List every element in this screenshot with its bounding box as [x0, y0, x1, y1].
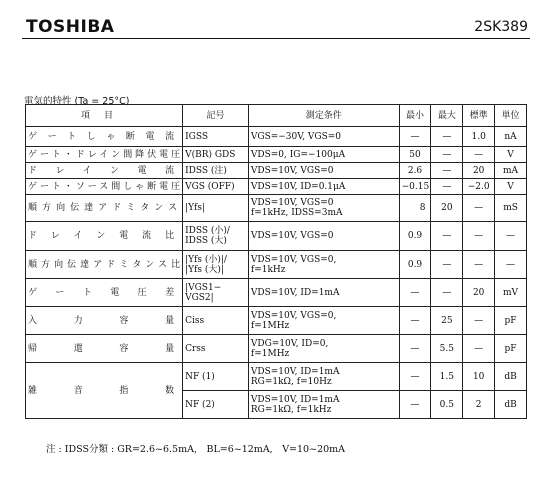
row-max: —: [463, 335, 495, 363]
condition-line: f=1kHz: [250, 264, 286, 275]
row-symbol: [183, 279, 249, 307]
row-max: —: [463, 307, 495, 335]
row-min: 50: [399, 147, 431, 163]
symbol-line: |Yfs (小)|/: [185, 254, 227, 265]
row-typ: 5.5: [431, 335, 463, 363]
row-typ: 25: [431, 307, 463, 335]
row-condition: [248, 307, 399, 335]
row-condition: [248, 222, 399, 251]
header-min: 最小: [399, 105, 431, 127]
row-typ: 0.5: [431, 391, 463, 419]
part-number: 2SK389: [474, 19, 528, 35]
condition-line: RG=1kΩ, f=1kHz: [250, 404, 332, 415]
row-symbol: Crss: [183, 335, 249, 363]
symbol-line: |VGS1−: [185, 282, 222, 293]
condition-line: VDS=10V, ID=1mA: [250, 287, 340, 298]
row-typ: —: [431, 279, 463, 307]
table-row: [26, 179, 527, 195]
row-max: —: [463, 222, 495, 251]
row-unit: pF: [495, 307, 527, 335]
row-symbol: |Yfs|: [183, 195, 249, 222]
row-max: —: [463, 147, 495, 163]
condition-line: VDS=10V, ID=0.1μA: [250, 181, 346, 192]
row-typ: —: [431, 179, 463, 195]
row-condition: [248, 279, 399, 307]
row-item: ゲート・ドレイン間降伏電圧: [26, 147, 183, 163]
symbol-line: IDSS (大): [185, 236, 227, 246]
symbol-line: IDSS (小)/: [185, 226, 230, 236]
row-max: 2: [463, 391, 495, 419]
row-item: ドレイン電流: [26, 163, 183, 179]
row-unit: dB: [495, 363, 527, 391]
row-min: —: [399, 335, 431, 363]
condition-line: VDS=10V, VGS=0,: [250, 310, 337, 321]
table-row: [26, 163, 527, 179]
condition-line: f=1kHz, IDSS=3mA: [250, 208, 343, 218]
row-unit: pF: [495, 335, 527, 363]
row-item: 順方向伝達アドミタンス比: [26, 251, 183, 279]
row-unit: mA: [495, 163, 527, 179]
row-item: 雑音指数: [26, 363, 183, 419]
table-row: [26, 251, 527, 279]
row-item: ゲートしゃ断電流: [26, 127, 183, 147]
header-rule: [22, 38, 530, 39]
table-row: [26, 222, 527, 251]
condition-line: VGS=−30V, VGS=0: [250, 131, 342, 142]
header-condition: 測定条件: [248, 105, 399, 127]
row-unit: V: [495, 179, 527, 195]
condition-line: VDG=10V, ID=0,: [250, 338, 329, 349]
row-item: 入力容量: [26, 307, 183, 335]
condition-line: VDS=10V, VGS=0: [250, 165, 334, 176]
row-min: —: [399, 127, 431, 147]
row-max: −2.0: [463, 179, 495, 195]
row-symbol: [183, 251, 249, 279]
row-condition: [248, 251, 399, 279]
header-max: 標準: [463, 105, 495, 127]
table-row: [26, 147, 527, 163]
row-max: 10: [463, 363, 495, 391]
row-symbol: IGSS: [183, 127, 249, 147]
row-typ: —: [431, 251, 463, 279]
row-min: —: [399, 279, 431, 307]
row-min: —: [399, 307, 431, 335]
row-condition: [248, 163, 399, 179]
condition-line: f=1MHz: [250, 320, 290, 331]
condition-line: VDS=10V, ID=1mA: [250, 394, 340, 405]
row-max: 20: [463, 279, 495, 307]
condition-line: f=1MHz: [250, 348, 290, 359]
row-min: 0.9: [399, 222, 431, 251]
row-typ: —: [431, 147, 463, 163]
row-unit: mV: [495, 279, 527, 307]
row-max: 20: [463, 163, 495, 179]
row-min: −0.15: [399, 179, 431, 195]
row-max: —: [463, 195, 495, 222]
row-typ: —: [431, 222, 463, 251]
row-typ: 1.5: [431, 363, 463, 391]
row-condition: [248, 127, 399, 147]
row-min: 0.9: [399, 251, 431, 279]
table-row: [26, 335, 527, 363]
row-condition: [248, 363, 399, 391]
row-symbol: NF (1): [183, 363, 249, 391]
row-item: 順方向伝達アドミタンス: [26, 195, 183, 222]
row-symbol: [183, 222, 249, 251]
row-unit: —: [495, 222, 527, 251]
row-unit: nA: [495, 127, 527, 147]
row-min: —: [399, 391, 431, 419]
row-symbol: V(BR) GDS: [183, 147, 249, 163]
condition-line: VDS=10V, VGS=0,: [250, 254, 337, 265]
row-typ: —: [431, 163, 463, 179]
condition-line: VDS=10V, ID=1mA: [250, 366, 340, 377]
row-typ: 20: [431, 195, 463, 222]
section-title: 電気的特性 (Ta = 25°C): [24, 96, 130, 107]
symbol-line: VGS2|: [185, 292, 214, 303]
row-item: ゲート電圧差: [26, 279, 183, 307]
row-condition: [248, 179, 399, 195]
row-min: 2.6: [399, 163, 431, 179]
row-min: —: [399, 363, 431, 391]
row-typ: —: [431, 127, 463, 147]
row-condition: [248, 335, 399, 363]
table-row: [26, 279, 527, 307]
header-unit: 単位: [495, 105, 527, 127]
row-symbol: NF (2): [183, 391, 249, 419]
row-item: 帰還容量: [26, 335, 183, 363]
spec-table: [25, 104, 527, 419]
table-header-row: [26, 105, 527, 127]
table-row: [26, 363, 527, 391]
header-item: 項目: [26, 105, 183, 127]
footnote: 注 : IDSS分類 : GR=2.6~6.5mA, BL=6~12mA, V=10~20mA: [46, 444, 346, 455]
condition-line: VDS=10V, VGS=0: [250, 231, 334, 241]
row-max: —: [463, 251, 495, 279]
table-row: [26, 195, 527, 222]
condition-line: VDS=10V, VGS=0: [250, 198, 334, 208]
header-typ: 最大: [431, 105, 463, 127]
row-condition: [248, 391, 399, 419]
table-row: [26, 127, 527, 147]
row-symbol: Ciss: [183, 307, 249, 335]
row-unit: —: [495, 251, 527, 279]
row-unit: V: [495, 147, 527, 163]
row-max: 1.0: [463, 127, 495, 147]
header-symbol: 記号: [183, 105, 249, 127]
row-condition: [248, 195, 399, 222]
row-symbol: VGS (OFF): [183, 179, 249, 195]
brand-logo-text: TOSHIBA: [26, 17, 115, 37]
row-symbol: IDSS (注): [183, 163, 249, 179]
row-item: ドレイン電流比: [26, 222, 183, 251]
row-min: 8: [399, 195, 431, 222]
row-item: ゲート・ソース間しゃ断電圧: [26, 179, 183, 195]
row-unit: mS: [495, 195, 527, 222]
row-condition: [248, 147, 399, 163]
symbol-line: |Yfs (大)|: [185, 264, 224, 275]
condition-line: VDS=0, IG=−100μA: [250, 149, 346, 160]
condition-line: RG=1kΩ, f=10Hz: [250, 376, 332, 387]
row-unit: dB: [495, 391, 527, 419]
table-row: [26, 307, 527, 335]
